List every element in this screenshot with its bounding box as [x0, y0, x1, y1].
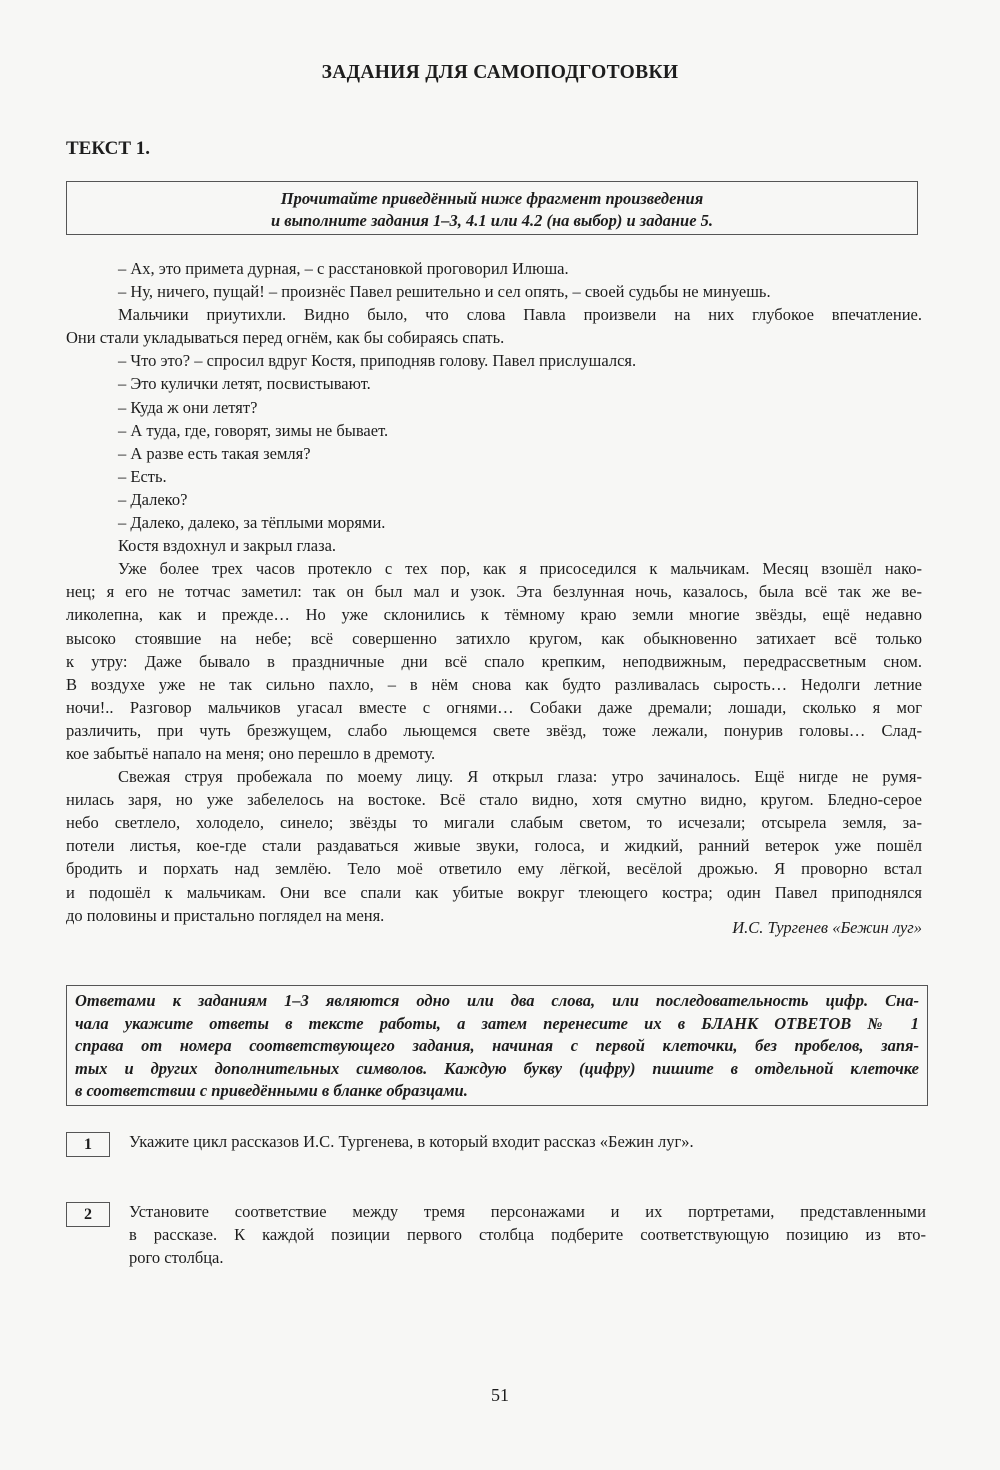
task-text	[129, 1200, 926, 1269]
passage-line: Мальчики приутихли. Видно было, что слова Павла произвели на них глубокое впечатление.	[118, 305, 922, 325]
passage-line: – Ах, это примета дурная, – с расстановкой проговорил Илюша.	[118, 259, 569, 278]
passage-line: Уже более трех часов протекло с тех пор, как я присоседился к мальчикам. Месяц взошёл нако-	[118, 559, 922, 579]
passage-line: – Далеко?	[118, 489, 188, 509]
passage-line: к утру: Даже бывало в праздничные дни всё спало крепким, неподвижным, передрассветным сном.	[66, 651, 922, 671]
passage-line: – Есть.	[118, 466, 167, 486]
attribution: И.С. Тургенев «Бежин луг»	[732, 918, 922, 937]
passage-line: до половины и пристально поглядел на меня.	[66, 905, 385, 925]
reading-instruction-box	[66, 181, 918, 235]
answers-instruction-line: тых и других дополнительных символов. Каждую букву (цифру) пишите в отдельной клеточке	[75, 1058, 919, 1078]
passage-line: и подошёл к мальчикам. Они все спали как убитые вокруг тлеющего костра; один Павел приподнялся	[66, 882, 922, 902]
passage-line: нец; я его не тотчас заметил: так он был мал и узок. Эта безлунная ночь, казалось, была всё так же ве-	[66, 582, 922, 602]
passage-line: – Что это? – спросил вдруг Костя, приподняв голову. Павел прислушался.	[118, 351, 637, 371]
passage-line: Они стали укладываться перед огнём, как бы собираясь спать.	[66, 328, 505, 348]
passage-line: – Куда ж они летят?	[118, 397, 258, 417]
page-title: ЗАДАНИЯ ДЛЯ САМОПОДГОТОВКИ	[321, 62, 679, 83]
task-line: в рассказе. К каждой позиции первого столбца подберите соответствующую позицию из вто-	[129, 1225, 926, 1244]
passage-line: нилась заря, но уже забелелось на востоке. Всё стало видно, хотя смутно видно, кругом. Бледно-серое	[66, 790, 922, 810]
passage-line: – Ну, ничего, пущай! – произнёс Павел решительно и сел опять, – своей судьбы не минуешь.	[118, 282, 771, 302]
task-line: рого столбца.	[129, 1248, 224, 1267]
passage-line: потели листья, кое-где стали раздаваться живые звуки, голоса, и жидкий, ранний ветерок уже пошёл	[66, 836, 922, 856]
passage-line: В воздухе уже не так сильно пахло, – в нём снова как будто разливалась сырость… Недолги летние	[66, 674, 922, 694]
task-text	[129, 1130, 926, 1153]
passage-line: ночи!.. Разговор мальчиков угасал вместе с огнями… Собаки даже дремали; лошади, сколько я мог	[66, 697, 922, 717]
passage-line: небо светлело, холодело, синело; звёзды то мигали слабым светом, то исчезали; отсырела земля, за-	[66, 813, 922, 833]
answers-instruction-line: чала укажите ответы в тексте работы, а затем перенесите их в БЛАНК ОТВЕТОВ № 1	[75, 1013, 919, 1033]
passage-line: – Это кулички летят, посвистывают.	[118, 374, 371, 394]
passage-line: кое забытьё напало на меня; оно перешло в дремоту.	[66, 743, 436, 763]
passage-line: высоко стоявшие на небе; всё совершенно затихло кругом, как обыкновенно затихает всё только	[66, 628, 922, 648]
literary-passage	[66, 257, 922, 927]
task-number-box: 1	[66, 1132, 110, 1157]
passage-line: бродить и порхать над землёю. Тело моё ответило ему лёгкой, весёлой дрожью. Я проворно встал	[66, 859, 922, 879]
passage-line: ликолепна, как и прежде… Но уже склонились к тёмному краю земли многие звёзды, ещё недавно	[66, 605, 922, 625]
task-number-box: 2	[66, 1202, 110, 1227]
passage-line: – А туда, где, говорят, зимы не бывает.	[118, 420, 389, 440]
passage-line: Свежая струя пробежала по моему лицу. Я открыл глаза: утро зачиналось. Ещё нигде не румя-	[118, 767, 922, 787]
answers-instruction-box	[66, 985, 928, 1106]
task-line: Установите соответствие между тремя персонажами и их портретами, представленными	[129, 1202, 926, 1221]
passage-line: Костя вздохнул и закрыл глаза.	[118, 536, 337, 556]
passage-line: – Далеко, далеко, за тёплыми морями.	[118, 513, 386, 533]
answers-instruction-line: Ответами к заданиям 1–3 являются одно или два слова, или последовательность цифр. Сна-	[75, 991, 919, 1010]
page-number: 51	[491, 1385, 509, 1405]
passage-line: различить, при чуть брезжущем, слабо льющемся свете звёзд, тоже лежали, понурив головы… Слад-	[66, 720, 922, 740]
instruction-line: и выполните задания 1–3, 4.1 или 4.2 (на выбор) и задание 5.	[270, 211, 714, 230]
section-title: ТЕКСТ 1.	[66, 138, 151, 159]
answers-instruction-line: в соответствии с приведёнными в бланке образцами.	[75, 1081, 468, 1100]
answers-instruction-line: справа от номера соответствующего задания, начиная с первой клеточки, без пробелов, запя-	[75, 1036, 919, 1055]
instruction-line: Прочитайте приведённый ниже фрагмент произведения	[280, 189, 704, 208]
passage-line: – А разве есть такая земля?	[118, 443, 311, 463]
task-line: Укажите цикл рассказов И.С. Тургенева, в который входит рассказ «Бежин луг».	[129, 1132, 694, 1151]
